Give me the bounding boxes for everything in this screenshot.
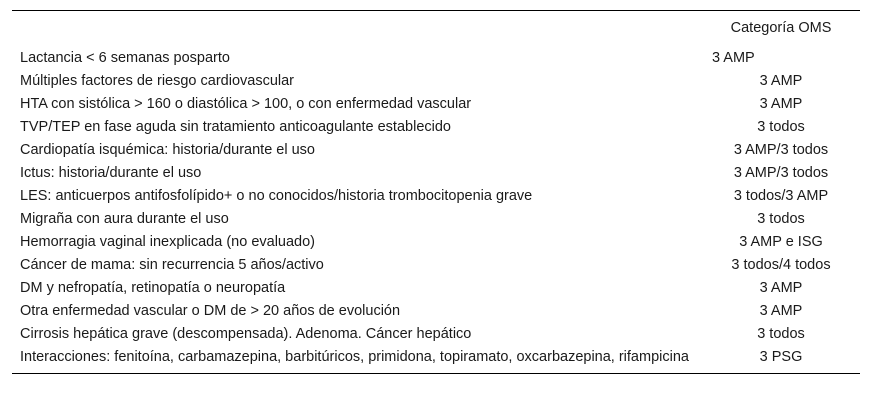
row-category: 3 AMP (759, 280, 803, 296)
row-condition: Hemorragia vaginal inexplicada (no evaluado) (20, 234, 316, 250)
header-condition (12, 11, 702, 47)
row-category: 3 todos (757, 119, 805, 135)
row-condition: Otra enfermedad vascular o DM de > 20 años de evolución (20, 303, 401, 319)
row-condition: Cáncer de mama: sin recurrencia 5 años/activo (20, 257, 324, 273)
row-category: 3 AMP/3 todos (733, 165, 829, 181)
row-category: 3 AMP (759, 73, 803, 89)
row-category: 3 AMP (759, 96, 803, 112)
row-category: 3 AMP/3 todos (733, 142, 829, 158)
table-row (12, 208, 860, 231)
row-category: 3 PSG (759, 349, 803, 365)
table-row (12, 185, 860, 208)
row-condition: Interacciones: fenitoína, carbamazepina, barbitúricos, primidona, topiramato, oxcarbazepina, rifampicina (20, 349, 689, 365)
row-category: 3 todos/4 todos (731, 257, 831, 273)
header-who-category: Categoría OMS (730, 20, 832, 36)
row-condition: HTA con sistólica > 160 o diastólica > 100, o con enfermedad vascular (20, 96, 472, 112)
contraindications-table-container (12, 10, 860, 374)
row-category: 3 todos/3 AMP (733, 188, 829, 204)
row-condition: TVP/TEP en fase aguda sin tratamiento anticoagulante establecido (20, 119, 451, 135)
table-row (12, 162, 860, 185)
row-condition: Múltiples factores de riesgo cardiovascular (20, 73, 295, 89)
row-condition: Migraña con aura durante el uso (20, 211, 229, 227)
table-row (12, 70, 860, 93)
row-category: 3 AMP (712, 50, 755, 66)
row-condition: Ictus: historia/durante el uso (20, 165, 202, 181)
row-condition: DM y nefropatía, retinopatía o neuropatía (20, 280, 286, 296)
row-condition: LES: anticuerpos antifosfolípido+ o no conocidos/historia trombocitopenia grave (20, 188, 533, 204)
row-category: 3 todos (757, 211, 805, 227)
row-condition: Cardiopatía isquémica: historia/durante el uso (20, 142, 315, 158)
table-row (12, 116, 860, 139)
table-bottom-rule (12, 373, 860, 374)
table-row (12, 323, 860, 346)
table-row (12, 254, 860, 277)
row-category: 3 AMP (759, 303, 803, 319)
table-row (12, 346, 860, 369)
row-category: 3 AMP e ISG (739, 234, 823, 250)
contraindications-table (12, 11, 860, 369)
table-row (12, 47, 860, 70)
table-row (12, 93, 860, 116)
table-header-row (12, 11, 860, 47)
table-row (12, 277, 860, 300)
table-row (12, 139, 860, 162)
table-row (12, 300, 860, 323)
row-condition: Cirrosis hepática grave (descompensada). Adenoma. Cáncer hepático (20, 326, 472, 342)
row-category: 3 todos (757, 326, 805, 342)
row-condition: Lactancia < 6 semanas posparto (20, 50, 230, 66)
table-row (12, 231, 860, 254)
